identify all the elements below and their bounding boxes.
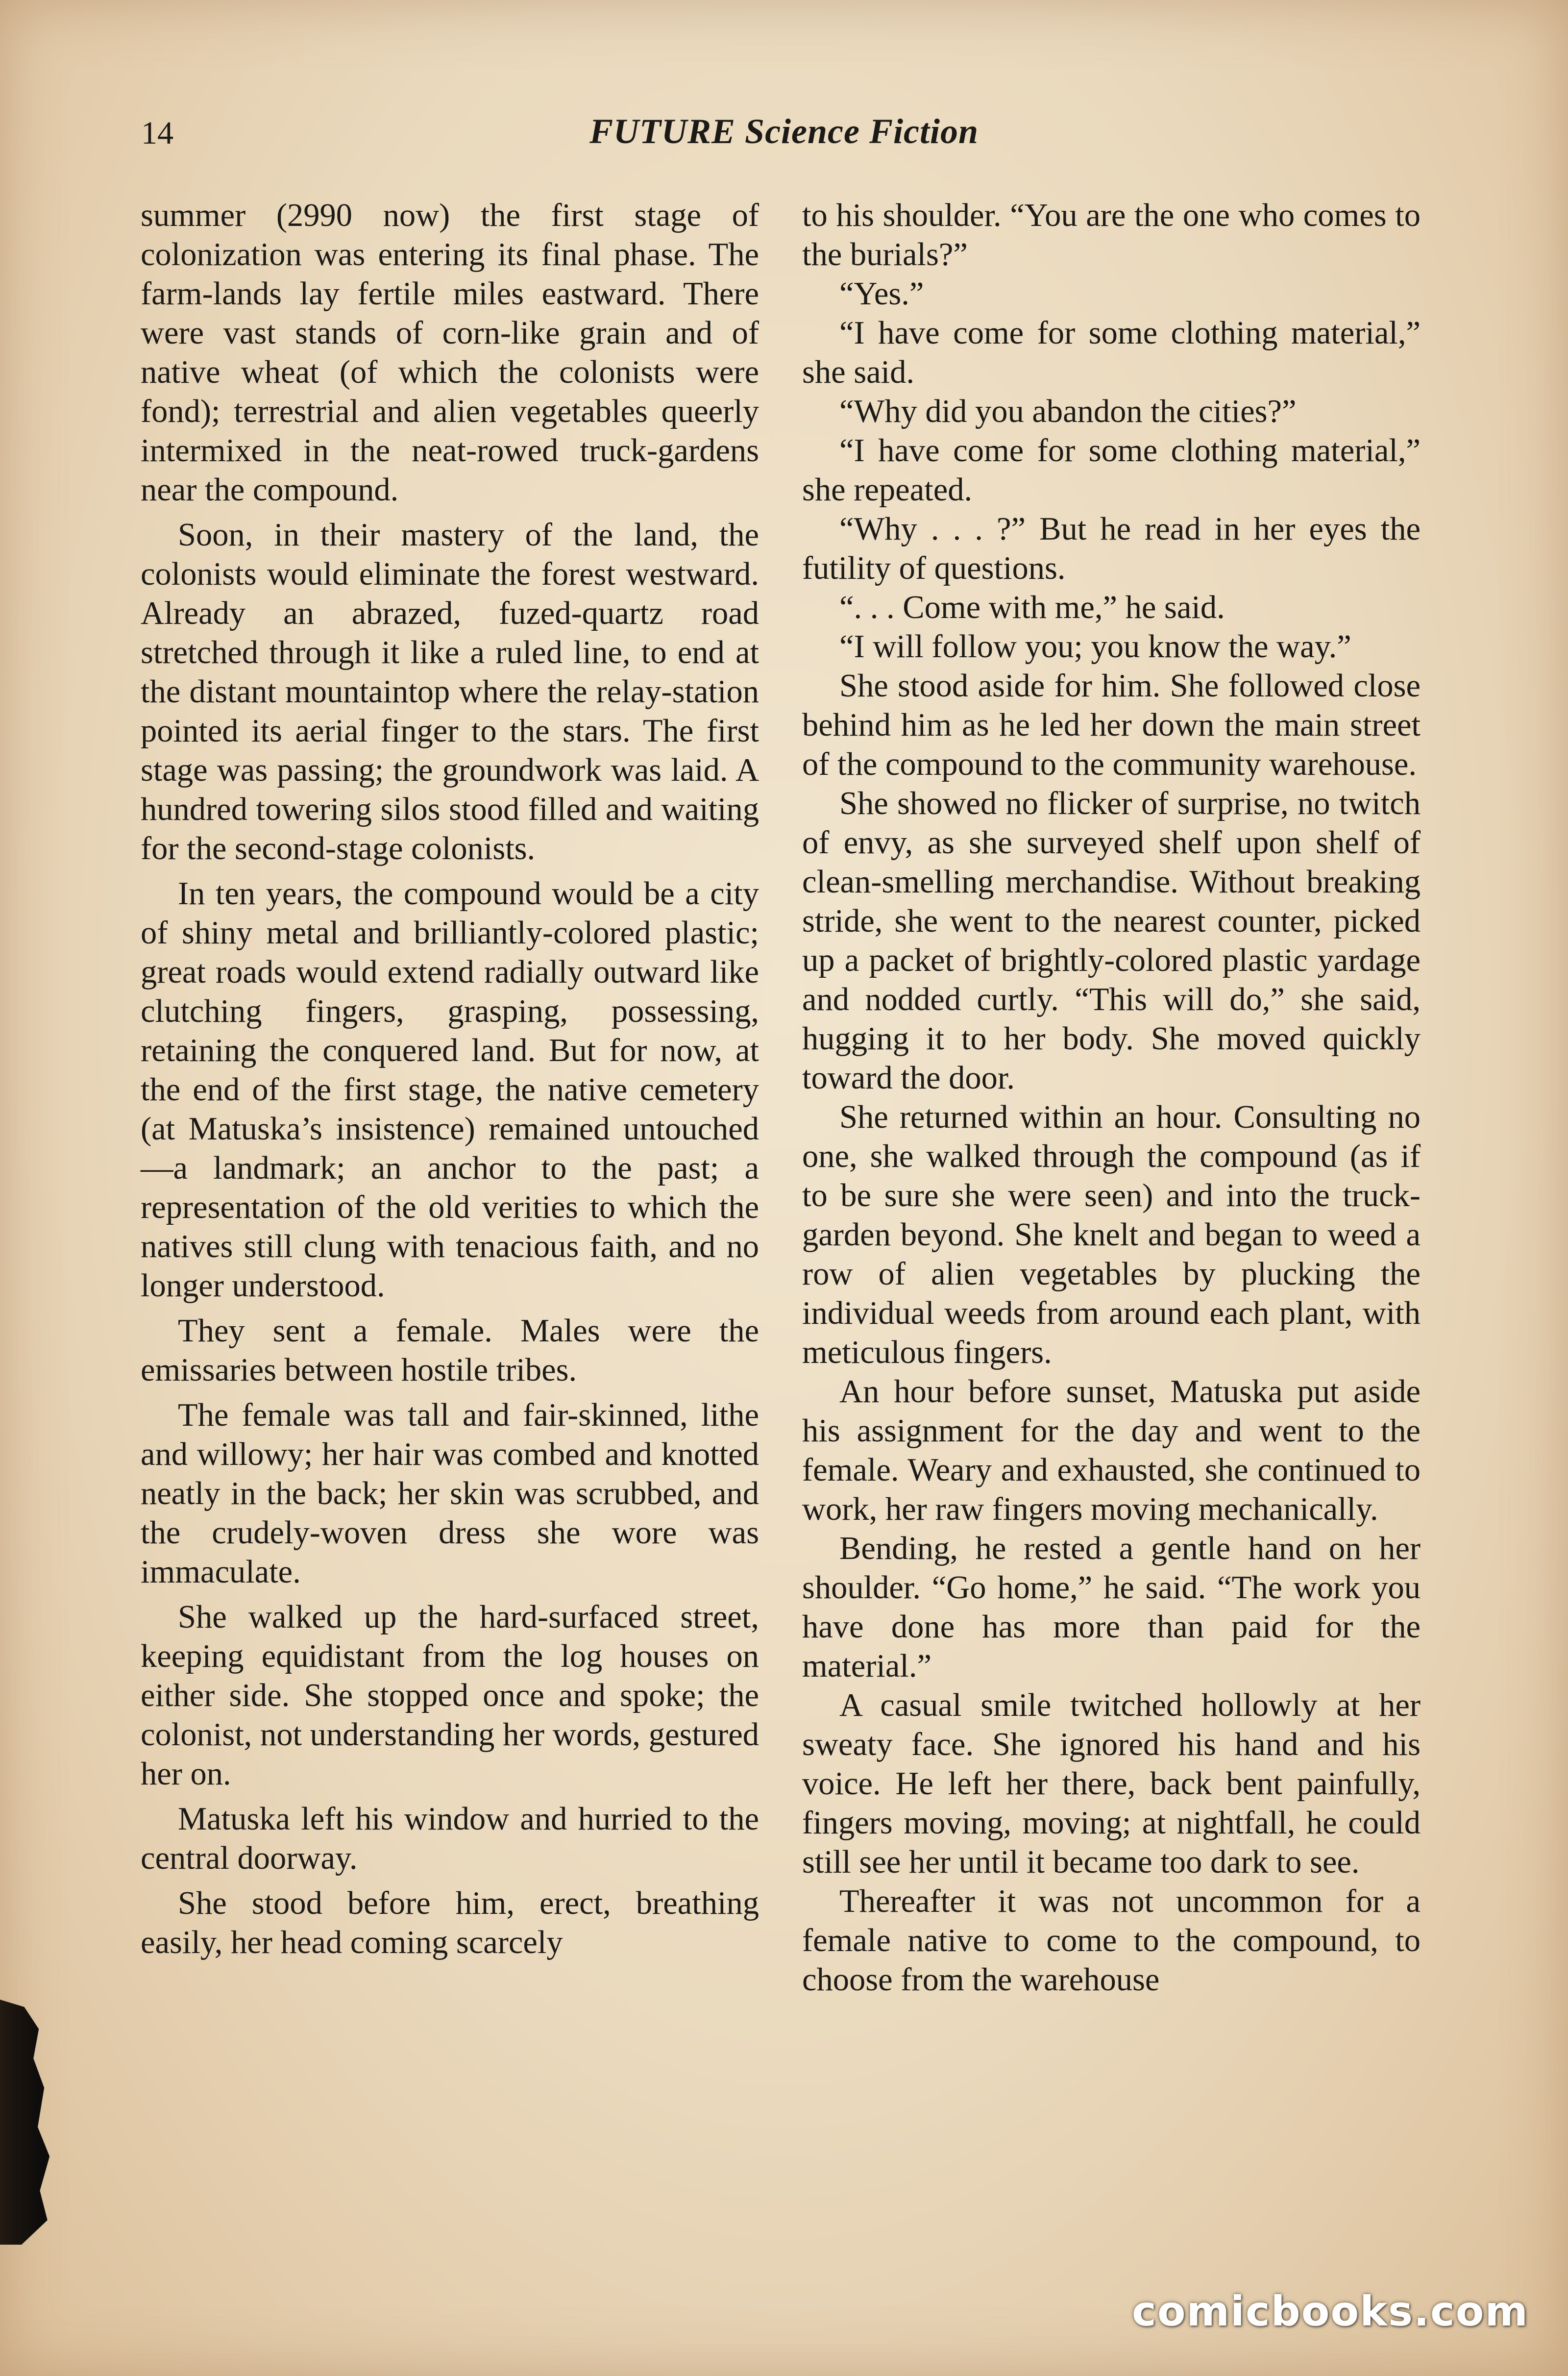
paragraph: She returned within an hour. Consulting no one, she walked through the compound (as if to be sure she were seen) and into the truck-garden beyond. She knelt and began to weed a row of alien vegetables by plucking the individual weeds from around each plant, with meticulous fingers. [802, 1099, 1421, 1370]
paragraph: “I have come for some clothing material,” she said. [802, 315, 1421, 390]
paragraph: She stood before him, erect, breathing easily, her head coming scarcely [141, 1885, 759, 1960]
paragraph: Matuska left his window and hurried to the central doorway. [141, 1801, 759, 1876]
paragraph: summer (2990 now) the first stage of colonization was entering its final phase. The farm-lands lay fertile miles eastward. There were vast stands of corn-like grain and of native wheat (of which the colonists were fond); terrestrial and alien vegetables queerly intermixed in the neat-rowed truck-gardens near the compound. [141, 198, 759, 508]
paragraph: A casual smile twitched hollowly at her sweaty face. She ignored his hand and his voice. He left her there, back bent painfully, fingers moving, moving; at nightfall, he could still see her until it became too dark to see. [802, 1687, 1421, 1880]
left-column [141, 196, 759, 1962]
paragraph: An hour before sunset, Matuska put aside his assignment for the day and went to the female. Weary and exhausted, she continued to work, her raw fingers moving mechanically. [802, 1374, 1421, 1527]
paragraph: to his shoulder. “You are the one who comes to the burials?” [802, 198, 1421, 272]
paragraph: “. . . Come with me,” he said. [839, 590, 1225, 625]
paragraph: She showed no flicker of surprise, no twitch of envy, as she surveyed shelf upon shelf of clean-smelling merchandise. Without breaking stride, she went to the nearest counter, picked up a packet of brightly-colored plastic yardage and nodded curtly. “This will do,” she said, hugging it to her body. She moved quickly toward the door. [802, 786, 1421, 1096]
paragraph: “Why did you abandon the cities?” [839, 394, 1297, 429]
torn-page-edge [0, 2000, 54, 2245]
watermark: comicbooks.com [1132, 2287, 1529, 2335]
paragraph: In ten years, the compound would be a city of shiny metal and brilliantly-colored plastic; great roads would extend radially outward like clutching fingers, grasping, possessing, retaining the conquered land. But for now, at the end of the first stage, the native cemetery (at Matuska’s insistence) remained untouched—a landmark; an anchor to the past; a representation of the old verities to which the natives still clung with tenacious faith, and no longer understood. [141, 876, 759, 1304]
paragraph: She stood aside for him. She followed close behind him as he led her down the main street of the compound to the community warehouse. [802, 668, 1421, 782]
paragraph: “Why . . . ?” But he read in her eyes the futility of questions. [802, 511, 1421, 586]
right-column [802, 196, 1421, 2000]
paragraph: She walked up the hard-surfaced street, keeping equidistant from the log houses on either side. She stopped once and spoke; the colonist, not understanding her words, gestured her on. [141, 1599, 759, 1792]
paragraph: “I have come for some clothing material,” she repeated. [802, 433, 1421, 508]
paragraph: Soon, in their mastery of the land, the colonists would eliminate the forest westward. Already an abrazed, fuzed-quartz road stretched through it like a ruled line, to end at the distant mountaintop where the relay-station pointed its aerial finger to the stars. The first stage was passing; the groundwork was laid. A hundred towering silos stood filled and waiting for the second-stage colonists. [141, 517, 759, 866]
paragraph: The female was tall and fair-skinned, lithe and willowy; her hair was combed and knotted neatly in the back; her skin was scrubbed, and the crudely-woven dress she wore was immaculate. [141, 1397, 759, 1590]
paragraph: Thereafter it was not uncommon for a female native to come to the compound, to choose from the warehouse [802, 1883, 1421, 1998]
paragraph: Bending, he rested a gentle hand on her shoulder. “Go home,” he said. “The work you have done has more than paid for the material.” [802, 1531, 1421, 1684]
paragraph: “I will follow you; you know the way.” [839, 629, 1351, 665]
running-head: FUTURE Science Fiction [589, 112, 979, 151]
paragraph: “Yes.” [839, 276, 924, 312]
paragraph: They sent a female. Males were the emissaries between hostile tribes. [141, 1313, 759, 1388]
page-number: 14 [141, 115, 173, 151]
